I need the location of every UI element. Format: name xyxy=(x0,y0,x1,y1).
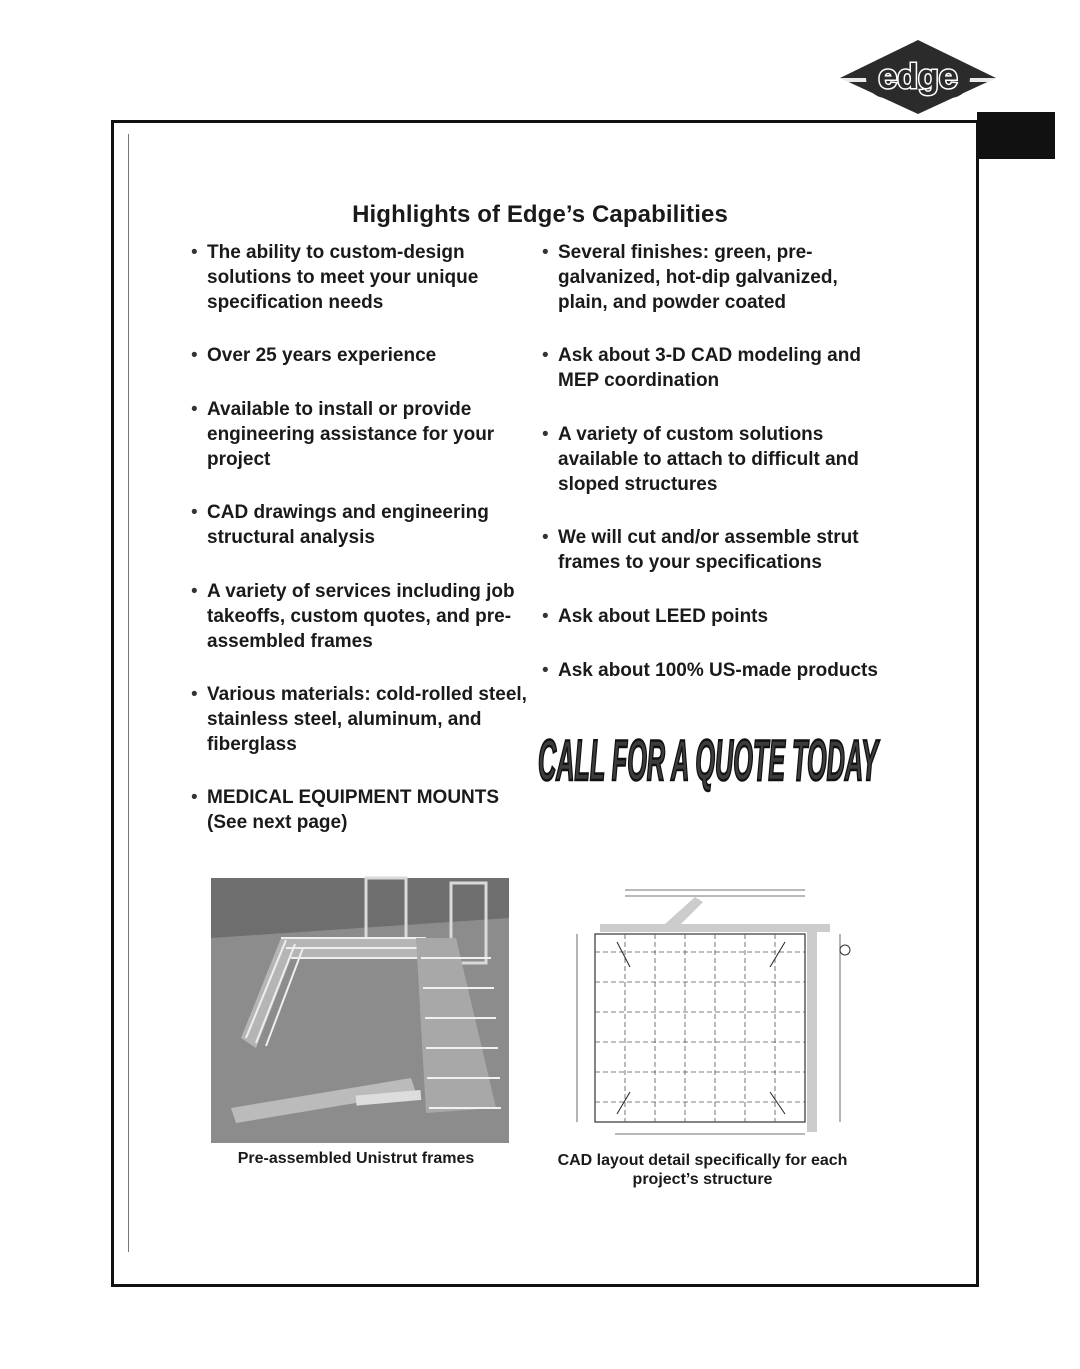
bullet-item: • We will cut and/or assemble strut frames to your specifications xyxy=(540,525,888,575)
unistrut-frames-photo xyxy=(211,878,509,1143)
bullet-item: • Available to install or provide engineering assistance for your project xyxy=(189,397,527,472)
cad-layout-drawing xyxy=(555,882,865,1144)
call-to-action xyxy=(533,729,883,800)
bullet-item: • Ask about LEED points xyxy=(540,604,888,629)
bullet-item: • Over 25 years experience xyxy=(189,343,527,368)
cta-text: CALL FOR A QUOTE TODAY xyxy=(538,729,881,794)
diamond-logo-icon xyxy=(838,38,998,116)
bullet-item: • A variety of services including job takeoffs, custom quotes, and pre-assembled frames xyxy=(189,579,527,654)
bullet-item: • The ability to custom-design solutions to meet your unique specification needs xyxy=(189,240,527,315)
bullet-item: • Several finishes: green, pre-galvanized, hot-dip galvanized, plain, and powder coated xyxy=(540,240,888,315)
bullet-item: • Ask about 3-D CAD modeling and MEP coordination xyxy=(540,343,888,393)
bullet-item: • MEDICAL EQUIPMENT MOUNTS (See next page) xyxy=(189,785,527,835)
photo-caption: Pre-assembled Unistrut frames xyxy=(237,1150,475,1167)
logo-text: edge xyxy=(878,58,958,96)
page-title: Highlights of Edge’s Capabilities xyxy=(352,201,728,228)
bullet-item: • A variety of custom solutions available to attach to difficult and sloped structures xyxy=(540,422,888,497)
edge-logo xyxy=(838,38,998,116)
bullet-item: • CAD drawings and engineering structural analysis xyxy=(189,500,527,550)
section-tab-marker xyxy=(977,112,1055,159)
drawing-caption: CAD layout detail specifically for each project’s structure xyxy=(557,1152,848,1188)
margin-line xyxy=(128,134,129,1252)
bullet-item: • Various materials: cold-rolled steel, stainless steel, aluminum, and fiberglass xyxy=(189,682,527,757)
bullet-item: • Ask about 100% US-made products xyxy=(540,658,888,683)
